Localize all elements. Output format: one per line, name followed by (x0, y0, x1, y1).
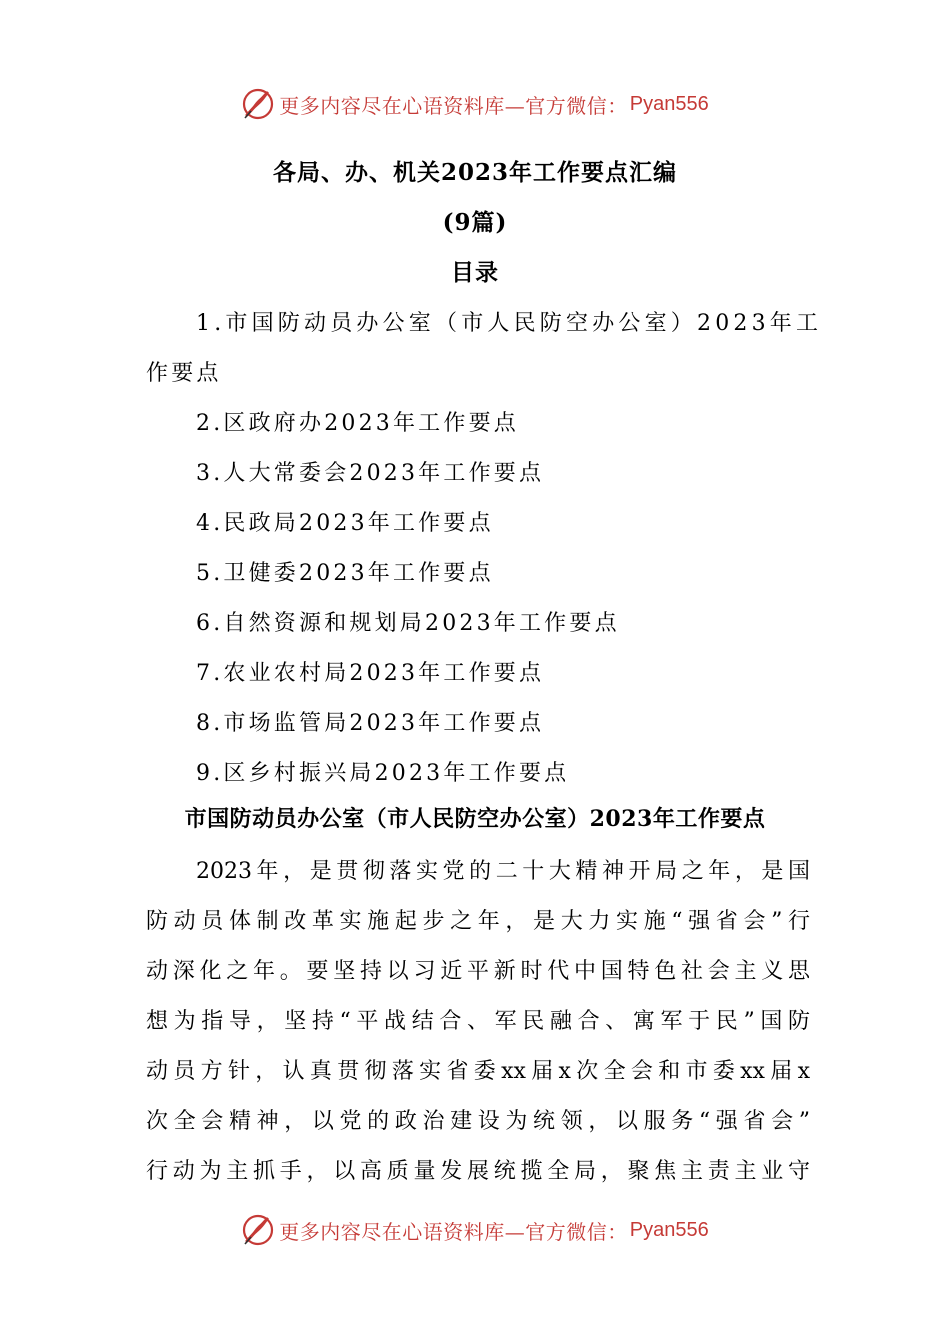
toc-item: 4.民政局2023年工作要点 (196, 511, 494, 536)
toc-heading: 目录 (451, 259, 499, 286)
toc-item: 7.农业农村局2023年工作要点 (196, 661, 545, 686)
toc-item: 6.自然资源和规划局2023年工作要点 (196, 611, 620, 636)
toc-item: 9.区乡村振兴局2023年工作要点 (196, 761, 570, 786)
document-count: (9篇) (442, 209, 508, 236)
header-watermark (0, 84, 950, 124)
watermark-text: 更多内容尽在心语资料库—官方微信： (279, 1219, 628, 1244)
toc-item: 1.市国防动员办公室（市人民防空办公室）2023年工 (196, 311, 823, 336)
toc-item: 5.卫健委2023年工作要点 (196, 561, 494, 586)
body-line: 行动为主抓手，以高质量发展统揽全局，聚焦主责主业守 (146, 1159, 810, 1184)
quill-logo-icon (241, 1213, 275, 1247)
quill-logo-icon (241, 87, 275, 121)
watermark-wechat-id: Pyan556 (629, 1218, 709, 1241)
body-line: 想为指导，坚持“平战结合、军民融合、寓军于民”国防 (146, 1009, 810, 1034)
footer-watermark (0, 1210, 950, 1250)
toc-item: 2.区政府办2023年工作要点 (196, 411, 519, 436)
body-line: 动员方针，认真贯彻落实省委xx届x次全会和市委xx届x (146, 1059, 810, 1084)
body-line: 次全会精神，以党的政治建设为统领，以服务“强省会” (146, 1109, 810, 1134)
watermark-text: 更多内容尽在心语资料库—官方微信： (279, 93, 628, 118)
body-line: 防动员体制改革实施起步之年，是大力实施“强省会”行 (146, 909, 810, 934)
document-title: 各局、办、机关2023年工作要点汇编 (272, 159, 677, 186)
toc-item: 8.市场监管局2023年工作要点 (196, 711, 545, 736)
toc-item: 3.人大常委会2023年工作要点 (196, 461, 545, 486)
section-title: 市国防动员办公室（市人民防空办公室）2023年工作要点 (184, 806, 766, 832)
body-line: 2023年，是贯彻落实党的二十大精神开局之年，是国 (196, 859, 810, 884)
toc-item-continuation: 作要点 (146, 361, 222, 386)
watermark-wechat-id: Pyan556 (629, 92, 709, 115)
body-line: 动深化之年。要坚持以习近平新时代中国特色社会主义思 (146, 959, 810, 984)
